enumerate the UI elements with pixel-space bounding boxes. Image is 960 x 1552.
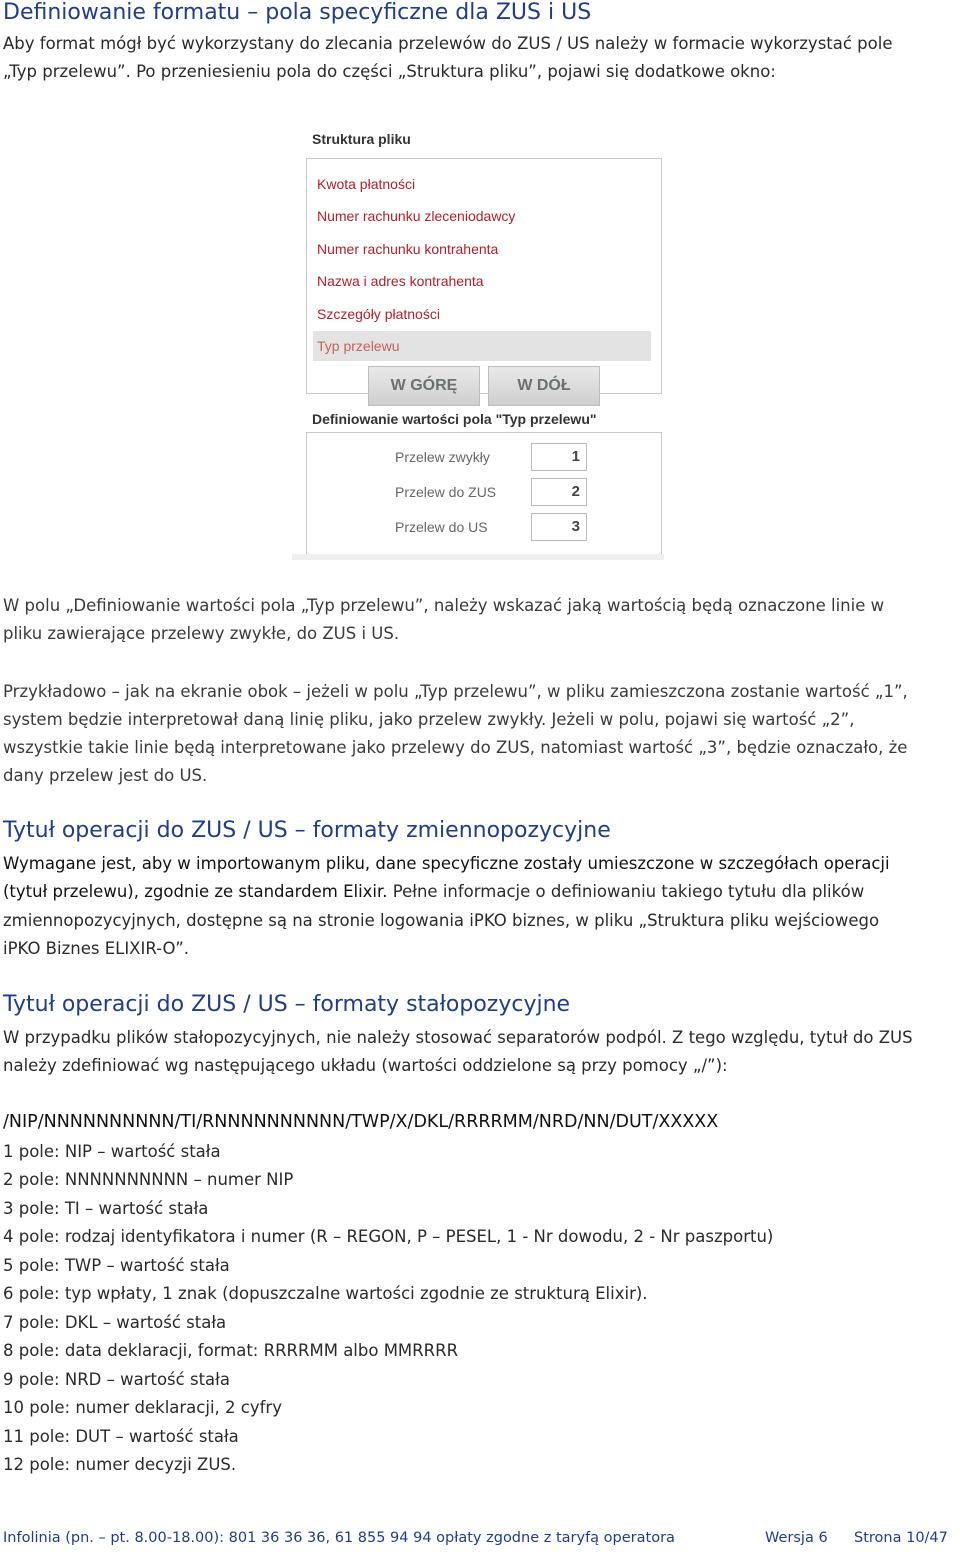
section2-line-4: iPKO Biznes ELIXIR-O”. bbox=[3, 939, 190, 958]
section2-line-2-emphasis: (tytuł przelewu), zgodnie ze standardem Elixir. bbox=[3, 882, 388, 901]
field-item: 11 pole: DUT – wartość stała bbox=[3, 1427, 239, 1446]
field-item: 6 pole: typ wpłaty, 1 znak (dopuszczalne wartości zgodnie ze strukturą Elixir). bbox=[3, 1284, 648, 1303]
definition-panel bbox=[306, 432, 662, 556]
para2-line-1: Przykładowo – jak na ekranie obok – jeżeli w polu „Typ przelewu”, w pliku zamieszczona zostanie wartość „1”, bbox=[3, 682, 908, 701]
structure-title: Struktura pliku bbox=[312, 131, 411, 147]
field-item: 2 pole: NNNNNNNNNN – numer NIP bbox=[3, 1170, 294, 1189]
structure-item[interactable]: Numer rachunku kontrahenta bbox=[317, 241, 499, 257]
para2-line-3: wszystkie takie linie będą interpretowane jako przelewy do ZUS, natomiast wartość „3”, będzie oznaczało, że bbox=[3, 738, 908, 757]
field-item: 8 pole: data deklaracji, format: RRRRMM albo MMRRRR bbox=[3, 1341, 459, 1360]
definition-title: Definiowanie wartości pola "Typ przelewu" bbox=[312, 411, 597, 427]
definition-label: Przelew do ZUS bbox=[395, 484, 497, 500]
intro-line-1: Aby format mógł być wykorzystany do zlecania przelewów do ZUS / US należy w formacie wykorzystać pole bbox=[3, 34, 893, 53]
structure-item[interactable]: Szczegóły płatności bbox=[317, 306, 440, 322]
field-item: 7 pole: DKL – wartość stała bbox=[3, 1313, 227, 1332]
definition-row bbox=[307, 478, 661, 508]
field-item: 10 pole: numer deklaracji, 2 cyfry bbox=[3, 1398, 282, 1417]
field-item: 12 pole: numer decyzji ZUS. bbox=[3, 1455, 237, 1474]
definition-row bbox=[307, 443, 661, 473]
structure-list bbox=[306, 158, 662, 394]
field-item: 5 pole: TWP – wartość stała bbox=[3, 1256, 230, 1275]
section-title-fixed-formats: Tytuł operacji do ZUS / US – formaty stałopozycyjne bbox=[3, 992, 571, 1017]
definition-value-input[interactable]: 2 bbox=[531, 478, 587, 506]
footer-page-number: Strona 10/47 bbox=[854, 1530, 948, 1546]
definition-value-input[interactable]: 1 bbox=[531, 443, 587, 471]
section2-line-2-rest: Pełne informacje o definiowaniu takiego tytułu dla plików bbox=[387, 882, 865, 901]
para1-line-2: pliku zawierające przelewy zwykłe, do ZUS i US. bbox=[3, 624, 400, 643]
panel-shadow bbox=[292, 554, 664, 560]
structure-item[interactable]: Numer rachunku zleceniodawcy bbox=[317, 208, 516, 224]
para2-line-2: system będzie interpretował daną linię pliku, jako przelew zwykły. Jeżeli w polu, pojawi się wartość „2”, bbox=[3, 710, 855, 729]
definition-label: Przelew do US bbox=[395, 519, 488, 535]
section2-line-2 bbox=[3, 878, 958, 907]
title-format-pattern: /NIP/NNNNNNNNNN/TI/RNNNNNNNNNN/TWP/X/DKL/RRRRMM/NRD/NN/DUT/XXXXX bbox=[3, 1112, 719, 1132]
definition-row bbox=[307, 513, 661, 543]
screenshot-panel bbox=[292, 126, 664, 562]
definition-label: Przelew zwykły bbox=[395, 449, 490, 465]
structure-item-selected[interactable]: Typ przelewu bbox=[313, 331, 651, 361]
field-item: 1 pole: NIP – wartość stała bbox=[3, 1142, 221, 1161]
definition-value-input[interactable]: 3 bbox=[531, 513, 587, 541]
section2-line-1: Wymagane jest, aby w importowanym pliku, dane specyficzne zostały umieszczone w szczegółach operacji bbox=[3, 854, 890, 873]
structure-item[interactable]: Nazwa i adres kontrahenta bbox=[317, 273, 484, 289]
section-title-zus-us-fields: Definiowanie formatu – pola specyficzne dla ZUS i US bbox=[3, 0, 592, 25]
move-down-button[interactable]: W DÓŁ bbox=[488, 366, 600, 406]
para1-line-1: W polu „Definiowanie wartości pola „Typ przelewu”, należy wskazać jaką wartością będą oznaczone linie w bbox=[3, 596, 885, 615]
field-item: 4 pole: rodzaj identyfikatora i numer (R – REGON, P – PESEL, 1 - Nr dowodu, 2 - Nr paszportu) bbox=[3, 1227, 774, 1246]
section3-line-1: W przypadku plików stałopozycyjnych, nie należy stosować separatorów podpól. Z tego względu, tytuł do ZUS bbox=[3, 1028, 913, 1047]
para2-line-4: dany przelew jest do US. bbox=[3, 766, 208, 785]
section3-line-2: należy zdefiniować wg następującego układu (wartości oddzielone są przy pomocy „/”): bbox=[3, 1056, 728, 1075]
field-item: 3 pole: TI – wartość stała bbox=[3, 1199, 209, 1218]
intro-line-2: „Typ przelewu”. Po przeniesieniu pola do części „Struktura pliku”, pojawi się dodatkowe okno: bbox=[3, 62, 776, 81]
field-item: 9 pole: NRD – wartość stała bbox=[3, 1370, 230, 1389]
section-title-variable-formats: Tytuł operacji do ZUS / US – formaty zmiennopozycyjne bbox=[3, 818, 611, 843]
footer-contact: Infolinia (pn. – pt. 8.00-18.00): 801 36 36 36, 61 855 94 94 opłaty zgodne z taryfą operatora bbox=[3, 1530, 675, 1546]
footer-version: Wersja 6 bbox=[765, 1530, 828, 1546]
section2-line-3: zmiennopozycyjnych, dostępne są na stronie logowania iPKO biznes, w pliku „Struktura pliku wejściowego bbox=[3, 911, 880, 930]
move-up-button[interactable]: W GÓRĘ bbox=[368, 366, 480, 406]
structure-item[interactable]: Kwota płatności bbox=[317, 176, 416, 192]
